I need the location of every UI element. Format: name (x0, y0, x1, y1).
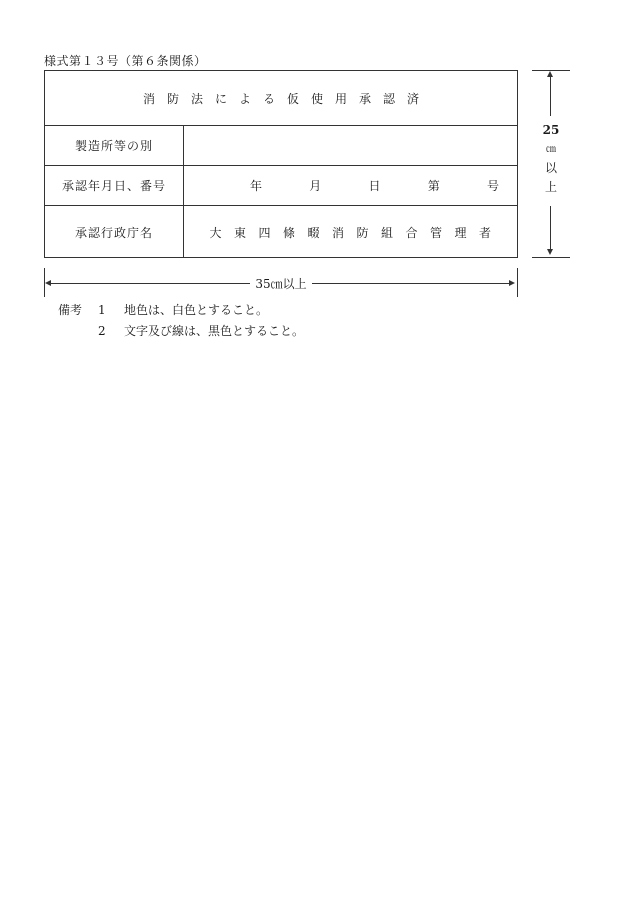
note-text: 文字及び線は、黒色とすること。 (124, 324, 305, 338)
height-dimension-bottom-line (532, 257, 570, 258)
approving-agency-row (45, 206, 517, 258)
month-label: 月 (309, 179, 322, 193)
arrow-left-icon (45, 280, 51, 286)
sign-table (44, 70, 518, 258)
note-item (58, 300, 304, 321)
height-dimension-label (536, 121, 566, 197)
width-arrow-left (50, 283, 250, 284)
height-arrow-down (550, 206, 551, 250)
notes (58, 300, 304, 342)
notes-heading: 備考 (58, 303, 83, 317)
note-item (58, 321, 304, 342)
day-label: 日 (368, 179, 381, 193)
height-arrow-up (550, 76, 551, 116)
note-number: 1 (98, 303, 106, 317)
note-number: 2 (98, 324, 106, 338)
manufacturing-type-value (184, 126, 517, 165)
number-prefix-label: 第 (427, 179, 440, 193)
approval-date-number-label: 承認年月日、番号 (45, 166, 184, 205)
approval-date-number-row (45, 166, 517, 206)
height-suffix-2: 上 (544, 180, 557, 194)
form-number: 様式第１３号（第６条関係） (44, 54, 207, 68)
manufacturing-type-label: 製造所等の別 (45, 126, 184, 165)
width-dimension-right-line (517, 268, 518, 297)
arrow-down-icon (547, 249, 553, 255)
height-suffix-1: 以 (544, 161, 557, 175)
year-label: 年 (250, 179, 263, 193)
arrow-right-icon (509, 280, 515, 286)
approving-agency-label: 承認行政庁名 (45, 206, 184, 258)
arrow-up-icon (547, 71, 553, 77)
sign-title: 消防法による仮使用承認済 (142, 91, 431, 106)
note-text: 地色は、白色とすること。 (124, 303, 269, 317)
height-value: 25 (542, 123, 560, 137)
sign-title-row (45, 71, 517, 126)
manufacturing-type-row (45, 126, 517, 166)
approval-date-number-value (184, 166, 517, 205)
width-dimension-label: 35㎝以上 (255, 277, 307, 291)
number-suffix-label: 号 (486, 179, 499, 193)
height-unit: ㎝ (546, 144, 556, 155)
approving-agency-value: 大東四條畷消防組合管理者 (209, 225, 504, 240)
width-arrow-right (312, 283, 510, 284)
